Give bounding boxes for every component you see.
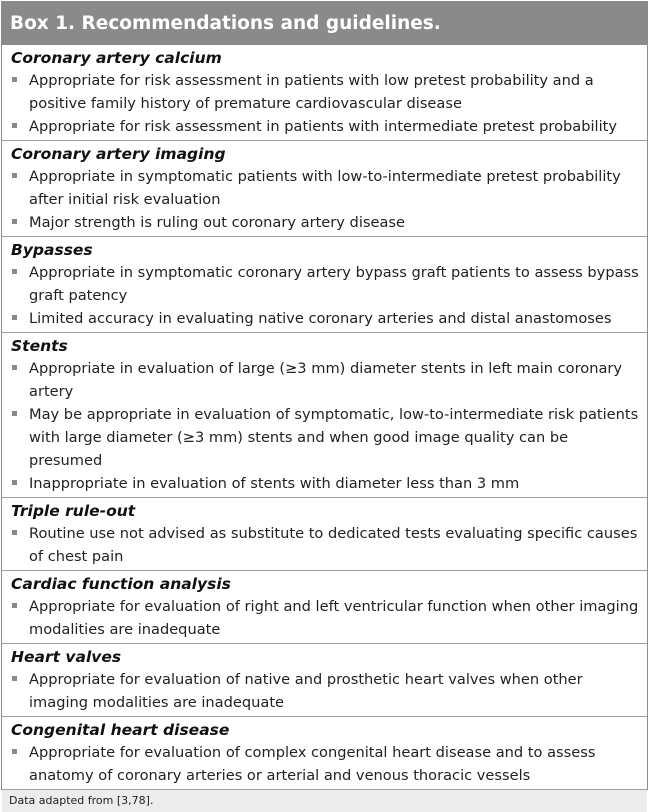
list-item: [11, 741, 639, 787]
section-title: Congenital heart disease: [11, 721, 230, 739]
list-item: [11, 668, 639, 714]
section: [2, 643, 647, 716]
square-bullet-icon: [12, 480, 17, 485]
list-item: [11, 472, 639, 495]
section: [2, 140, 647, 236]
list-item-text: Appropriate for evaluation of complex congenital heart disease and to assess anatomy of coronary arteries or arterial and venous thoracic vessels: [29, 744, 596, 784]
list-item: [11, 261, 639, 307]
square-bullet-icon: [12, 530, 17, 535]
list-item-text: Appropriate for evaluation of right and left ventricular function when other imaging modalities are inadequate: [29, 598, 639, 638]
square-bullet-icon: [12, 77, 17, 82]
list-item-text: Limited accuracy in evaluating native coronary arteries and distal anastomoses: [29, 310, 612, 327]
square-bullet-icon: [12, 365, 17, 370]
list-item: [11, 307, 639, 330]
recommendations-box: [1, 1, 648, 807]
list-item: [11, 595, 639, 641]
box-title: Box 1. Recommendations and guidelines.: [2, 2, 647, 45]
section: [2, 332, 647, 497]
list-item-text: Appropriate for risk assessment in patients with low pretest probability and a positive family history of premature cardiovascular disease: [29, 72, 594, 112]
section: [2, 45, 647, 140]
list-item-text: Appropriate for risk assessment in patients with intermediate pretest probability: [29, 118, 618, 135]
square-bullet-icon: [12, 173, 17, 178]
section-title: Coronary artery imaging: [11, 145, 226, 163]
list-item-text: Appropriate for evaluation of native and prosthetic heart valves when other imaging modalities are inadequate: [29, 671, 583, 711]
section: [2, 236, 647, 332]
list-item-text: Appropriate in evaluation of large (≥3 mm) diameter stents in left main coronary artery: [29, 360, 623, 400]
square-bullet-icon: [12, 749, 17, 754]
list-item: [11, 211, 639, 234]
square-bullet-icon: [12, 315, 17, 320]
section-title: Stents: [11, 337, 68, 355]
section-title: Bypasses: [11, 241, 93, 259]
list-item: [11, 115, 639, 138]
square-bullet-icon: [12, 676, 17, 681]
section: [2, 716, 647, 789]
list-item-text: Routine use not advised as substitute to dedicated tests evaluating specific causes of chest pain: [29, 525, 638, 565]
list-item: [11, 69, 639, 115]
square-bullet-icon: [12, 411, 17, 416]
list-item: [11, 357, 639, 403]
list-item: [11, 403, 639, 472]
section-title: Coronary artery calcium: [11, 49, 222, 67]
list-item-text: Appropriate in symptomatic coronary artery bypass graft patients to assess bypass graft patency: [29, 264, 639, 304]
section: [2, 570, 647, 643]
list-item-text: May be appropriate in evaluation of symptomatic, low-to-intermediate risk patients with large diameter (≥3 mm) stents and when good image quality can be presumed: [29, 406, 639, 469]
source-note: Data adapted from [3,78].: [2, 789, 647, 812]
list-item: [11, 522, 639, 568]
square-bullet-icon: [12, 269, 17, 274]
square-bullet-icon: [12, 603, 17, 608]
section-title: Triple rule-out: [11, 502, 136, 520]
list-item-text: Major strength is ruling out coronary artery disease: [29, 214, 405, 231]
square-bullet-icon: [12, 123, 17, 128]
list-item: [11, 165, 639, 211]
square-bullet-icon: [12, 219, 17, 224]
section-title: Cardiac function analysis: [11, 575, 231, 593]
section: [2, 497, 647, 570]
sections-container: [2, 45, 647, 789]
list-item-text: Appropriate in symptomatic patients with low-to-intermediate pretest probability after initial risk evaluation: [29, 168, 621, 208]
section-title: Heart valves: [11, 648, 122, 666]
list-item-text: Inappropriate in evaluation of stents with diameter less than 3 mm: [29, 475, 520, 492]
